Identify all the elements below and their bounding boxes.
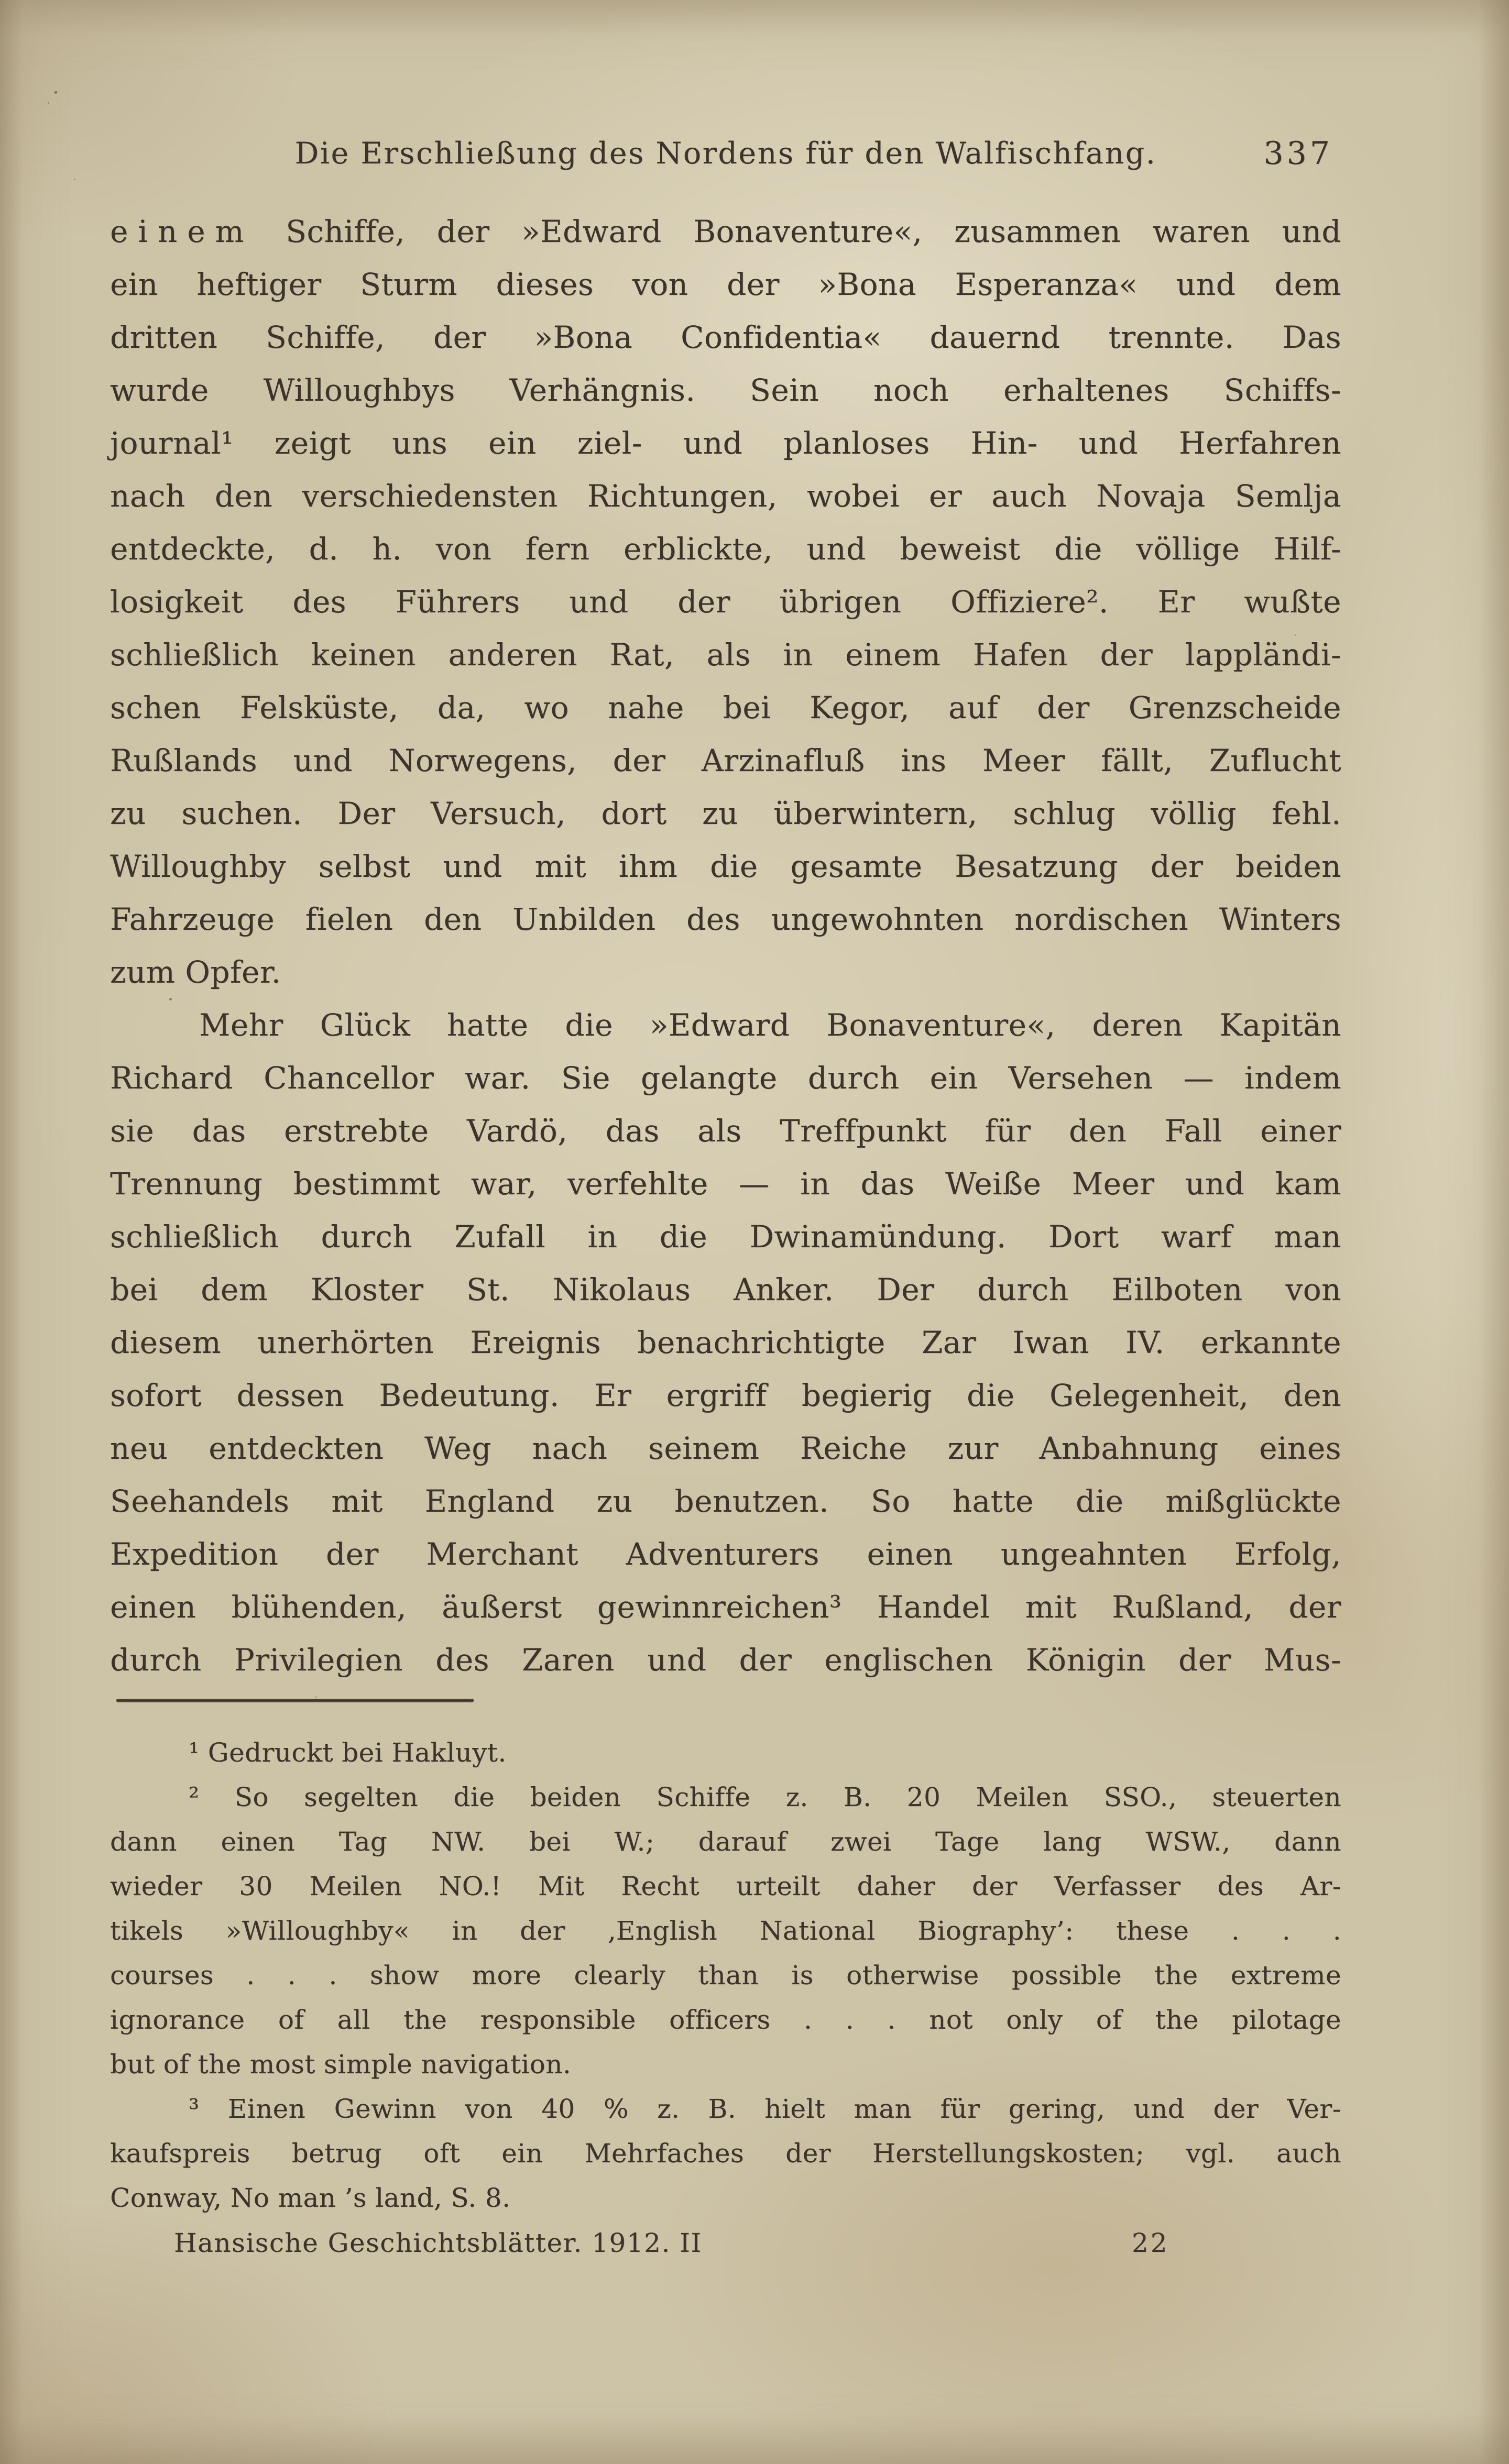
line-text: schließlich keinen anderen Rat, als in einem Hafen der lappländi- [110, 637, 1341, 673]
text-line [110, 205, 1341, 258]
line-text: ein heftiger Sturm dieses von der »Bona Esperanza« und dem [110, 267, 1341, 302]
text-line [110, 470, 1341, 523]
line-text: Expedition der Merchant Adventurers einen ungeahnten Erfolg, [110, 1536, 1341, 1572]
line-text: kaufspreis betrug oft ein Mehrfaches der Herstellungskosten; vgl. auch [110, 2138, 1341, 2169]
footnote-line [110, 2042, 1341, 2087]
text-line [110, 1528, 1341, 1581]
footnote-line [110, 1820, 1341, 1864]
footnote-line [110, 1998, 1341, 2042]
body-text [110, 205, 1341, 1687]
line-text: dritten Schiffe, der »Bona Confidentia« dauernd trennte. Das [110, 320, 1341, 355]
text-line [110, 1316, 1341, 1369]
footnote-separator [116, 1699, 474, 1702]
footnote-line [110, 1775, 1341, 1820]
text-line [110, 681, 1341, 734]
footnote-line [110, 1909, 1341, 1953]
text-line [110, 1475, 1341, 1528]
running-title: Die Erschließung des Nordens für den Walfischfang. [294, 136, 1157, 171]
line-text: diesem unerhörten Ereignis benachrichtigte Zar Iwan IV. erkannte [110, 1325, 1341, 1360]
spaced-word: einem [110, 214, 254, 249]
line-text: ¹ Gedruckt bei Hakluyt. [189, 1737, 507, 1768]
line-text: zum Opfer. [110, 954, 281, 990]
line-text: einen blühenden, äußerst gewinnreichen³ Handel mit Rußland, der [110, 1589, 1341, 1625]
text-line [110, 1581, 1341, 1634]
text-line [110, 1105, 1341, 1158]
text-line [110, 840, 1341, 893]
line-text: Willoughby selbst und mit ihm die gesamte Besatzung der beiden [110, 849, 1341, 884]
text-line [110, 1211, 1341, 1263]
line-text: Conway, No man ’s land, S. 8. [110, 2183, 511, 2213]
line-text: Fahrzeuge fielen den Unbilden des ungewohnten nordischen Winters [110, 901, 1341, 937]
line-text: durch Privilegien des Zaren und der englischen Königin der Mus- [110, 1642, 1341, 1678]
text-line [110, 1422, 1341, 1475]
line-text: nach den verschiedensten Richtungen, wobei er auch Novaja Semlja [110, 478, 1341, 514]
line-text: neu entdeckten Weg nach seinem Reiche zur Anbahnung eines [110, 1431, 1341, 1466]
line-text: tikels »Willoughby« in der ‚English National Biography’: these . . . [110, 1916, 1341, 1946]
text-line [110, 1634, 1341, 1687]
line-text: ³ Einen Gewinn von 40 % z. B. hielt man für gering, und der Ver- [189, 2094, 1341, 2124]
footnote-line [110, 1731, 1341, 1775]
line-text: Rußlands und Norwegens, der Arzinafluß ins Meer fällt, Zuflucht [110, 743, 1341, 778]
footnote-line [110, 1864, 1341, 1909]
line-text: Trennung bestimmt war, verfehlte — in das Weiße Meer und kam [110, 1166, 1341, 1202]
text-line [110, 364, 1341, 417]
line-text: courses . . . show more clearly than is otherwise possible the extreme [110, 1960, 1341, 1990]
line-text: zu suchen. Der Versuch, dort zu überwintern, schlug völlig fehl. [110, 796, 1341, 831]
text-line [110, 1369, 1341, 1422]
text-line [110, 946, 1341, 999]
text-line [110, 734, 1341, 787]
line-text: bei dem Kloster St. Nikolaus Anker. Der durch Eilboten von [110, 1272, 1341, 1307]
text-line [110, 787, 1341, 840]
line-text: entdeckte, d. h. von fern erblickte, und beweist die völlige Hilf- [110, 531, 1341, 567]
line-text: ² So segelten die beiden Schiffe z. B. 20 Meilen SSO., steuerten [189, 1782, 1341, 1812]
text-line [110, 258, 1341, 311]
page-footer [110, 2225, 1341, 2261]
footnote-line [110, 1953, 1341, 1998]
line-text: journal¹ zeigt uns ein ziel- und planloses Hin- und Herfahren [110, 425, 1341, 461]
line-text: losigkeit des Führers und der übrigen Offiziere². Er wußte [110, 584, 1341, 620]
page-number: 337 [1263, 135, 1333, 172]
text-line [110, 1158, 1341, 1211]
signature-number: 22 [1132, 2228, 1169, 2258]
footnote-line [110, 2176, 1341, 2220]
line-text: but of the most simple navigation. [110, 2049, 572, 2080]
line-text: dann einen Tag NW. bei W.; darauf zwei Tage lang WSW., dann [110, 1827, 1341, 1857]
text-line [110, 417, 1341, 470]
line-text: ignorance of all the responsible officers . . . not only of the pilotage [110, 2005, 1341, 2035]
journal-imprint: Hansische Geschichtsblätter. 1912. II [174, 2228, 702, 2258]
line-text: wieder 30 Meilen NO.! Mit Recht urteilt daher der Verfasser des Ar- [110, 1871, 1341, 1901]
text-line [110, 893, 1341, 946]
line-text: Seehandels mit England zu benutzen. So hatte die mißglückte [110, 1483, 1341, 1519]
footnotes [110, 1731, 1341, 2220]
footnote-line [110, 2087, 1341, 2131]
line-text: wurde Willoughbys Verhängnis. Sein noch erhaltenes Schiffs- [110, 372, 1341, 408]
text-line [110, 629, 1341, 681]
text-line [110, 999, 1341, 1052]
page-header [110, 130, 1341, 177]
line-text: Mehr Glück hatte die »Edward Bonaventure«, deren Kapitän [199, 1007, 1341, 1043]
line-text: Richard Chancellor war. Sie gelangte durch ein Versehen — indem [110, 1060, 1341, 1096]
text-line [110, 311, 1341, 364]
line-text: Schiffe, der »Edward Bonaventure«, zusammen waren und [254, 214, 1341, 249]
line-text: sie das erstrebte Vardö, das als Treffpunkt für den Fall einer [110, 1113, 1341, 1149]
line-text: schen Felsküste, da, wo nahe bei Kegor, auf der Grenzscheide [110, 690, 1341, 725]
text-line [110, 1263, 1341, 1316]
footnote-line [110, 2131, 1341, 2176]
text-line [110, 1052, 1341, 1105]
line-text: sofort dessen Bedeutung. Er ergriff begierig die Gelegenheit, den [110, 1378, 1341, 1413]
text-line [110, 523, 1341, 576]
line-text: schließlich durch Zufall in die Dwinamündung. Dort warf man [110, 1219, 1341, 1255]
text-line [110, 576, 1341, 629]
